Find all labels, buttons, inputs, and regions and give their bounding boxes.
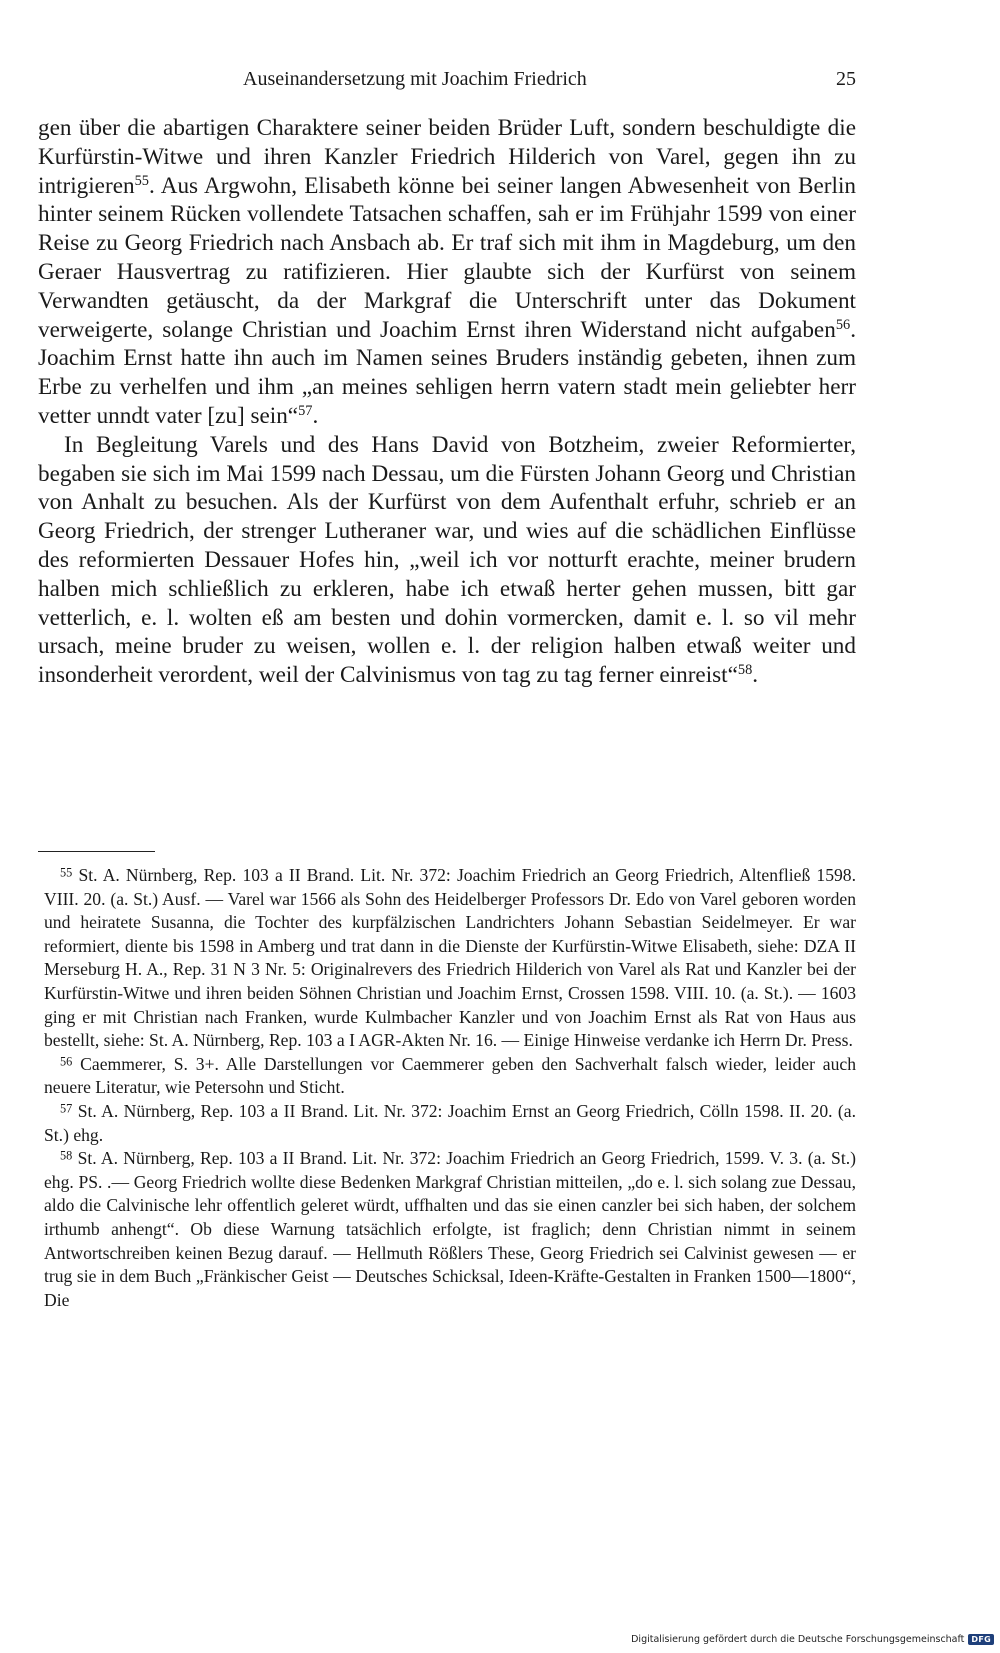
footnote-number: 55	[60, 865, 73, 880]
footnote-separator	[38, 851, 155, 852]
footnote-ref-58: 58	[737, 662, 753, 679]
running-head	[38, 68, 856, 102]
text-run: . Aus Argwohn, Elisabeth könne bei seiner langen Abwesenheit von Berlin hinter seinem Rücken vollendete Tatsachen schaffen, sah er im Frühjahr 1599 von einer Reise zu Georg Friedrich nach Ansbach ab. Er traf sich mit ihm in Magdeburg, um den Geraer Hausvertrag zu ratifizieren. Hier glaubte sich der Kurfürst von seinem Verwandten getäuscht, da der Markgraf die Unterschrift unter das Dokument verweigerte, solange Christian und Joachim Ernst ihren Widerstand nicht aufgaben	[38, 172, 856, 343]
running-title: Auseinandersetzung mit Joachim Friedrich	[243, 68, 587, 90]
footnote-text: St. A. Nürnberg, Rep. 103 a II Brand. Lit. Nr. 372: Joachim Friedrich an Georg Friedrich, Altenfließ 1598. VIII. 20. (a. St.) Ausf. — Varel war 1566 als Sohn des Heidelberger Professors Dr. Edo von Varel geboren worden und heiratete Susanna, die Tochter des kurpfälzischen Landrichters Johann Sebastian Seidelmeyer. Er war reformiert, diente bis 1598 in Amberg und trat dann in die Dienste der Kurfürstin-Witwe Elisabeth, siehe: DZA II Merseburg H. A., Rep. 31 N 3 Nr. 5: Originalrevers des Friedrich Hilderich von Varel als Rat und Kanzler bei der Kurfürstin-Witwe und ihren beiden Söhnen Christian und Joachim Ernst, Crossen 1598. VIII. 10. (a. St.). — 1603 ging er mit Christian nach Franken, wurde Kulmbacher Kanzler und von Joachim Ernst als Rat von Haus aus bestellt, siehe: St. A. Nürnberg, Rep. 103 a I AGR-Akten Nr. 16. — Einige Hinweise verdanke ich Herrn Dr. Press.	[44, 865, 856, 1051]
footnote-ref-57: 57	[298, 403, 313, 420]
footnote-58	[44, 1147, 856, 1312]
footnote-number: 58	[60, 1148, 73, 1163]
footnote-55	[44, 864, 856, 1053]
footnote-text: St. A. Nürnberg, Rep. 103 a II Brand. Lit. Nr. 372: Joachim Friedrich an Georg Friedrich, 1599. V. 3. (a. St.) ehg. PS. .— Georg Friedrich wollte diese Bedenken Markgraf Christian mitteilen, „do e. l. sich solang zue Dessau, aldo die Calvinische lehr offentlich geleret würdt, uffhalten und das sie einen canzler bei sich haben, der solchem irthumb anhengt“. Ob diese Warnung tatsächlich erfolgte, ist fraglich; denn Christian nimmt in seinem Antwortschreiben keinen Bezug darauf. — Hellmuth Rößlers These, Georg Friedrich sei Calvinist gewesen — er trug sie in dem Buch „Fränkischer Geist — Deutsches Schicksal, Ideen-Kräfte-Gestalten in Franken 1500—1800“, Die	[44, 1148, 856, 1310]
footnote-text: Caemmerer, S. 3+. Alle Darstellungen vor Caemmerer geben den Sachverhalt falsch wieder, leider auch neuere Literatur, wie Petersohn und Sticht.	[44, 1053, 856, 1098]
text-run: .	[752, 662, 759, 689]
footnote-number: 57	[60, 1101, 73, 1116]
footnote-text: St. A. Nürnberg, Rep. 103 a II Brand. Lit. Nr. 372: Joachim Ernst an Georg Friedrich, Cölln 1598. II. 20. (a. St.) ehg.	[44, 1100, 856, 1145]
paragraph-2	[38, 431, 856, 690]
digitization-credit	[631, 1634, 994, 1645]
credit-text: Digitalisierung gefördert durch die Deutsche Forschungsgemeinschaft	[631, 1634, 965, 1645]
main-text	[38, 114, 856, 690]
text-run: gen über die abartigen Charaktere seiner beiden Brüder Luft, sondern beschuldigte die Kurfürstin-Witwe und ihren Kanzler Friedrich Hilderich von Varel, gegen ihn zu intrigieren	[38, 115, 856, 199]
footnote-56	[44, 1053, 856, 1100]
footnote-ref-56: 56	[835, 316, 851, 333]
text-run: . Joachim Ernst hatte ihn auch im Namen seines Bruders inständig gebeten, ihnen zum Erbe zu verhelfen und ihm „an meines sehligen herrn vatern stadt mein geliebter herr vetter unndt vater [zu] sein“	[38, 316, 856, 429]
footnote-number: 56	[60, 1054, 73, 1069]
page-number: 25	[836, 68, 856, 90]
paragraph-1	[38, 114, 856, 431]
footnotes	[44, 864, 856, 1312]
text-run: .	[312, 402, 319, 429]
footnote-57	[44, 1100, 856, 1147]
text-run: In Begleitung Varels und des Hans David von Botzheim, zweier Reformierter, begaben sie sich im Mai 1599 nach Dessau, um die Fürsten Johann Georg und Christian von Anhalt zu besuchen. Als der Kurfürst von dem Aufenthalt erfuhr, schrieb er an Georg Friedrich, der strenger Lutheraner war, und wies auf die schädlichen Einflüsse des reformierten Dessauer Hofes hin, „weil ich vor notturft erachte, meiner brudern halben mich schließlich zu erkleren, habe ich etwaß herter gehen mussen, bitt gar vetterlich, e. l. wolten eß am besten und dohin vormercken, damit e. l. so vil mehr ursach, meine bruder zu weisen, wollen e. l. der religion halben etwaß weiter und insonderheit verordent, weil der Calvinismus von tag zu tag ferner einreist“	[38, 431, 856, 689]
dfg-logo-icon: DFG	[968, 1634, 994, 1645]
footnote-ref-55: 55	[134, 172, 149, 189]
